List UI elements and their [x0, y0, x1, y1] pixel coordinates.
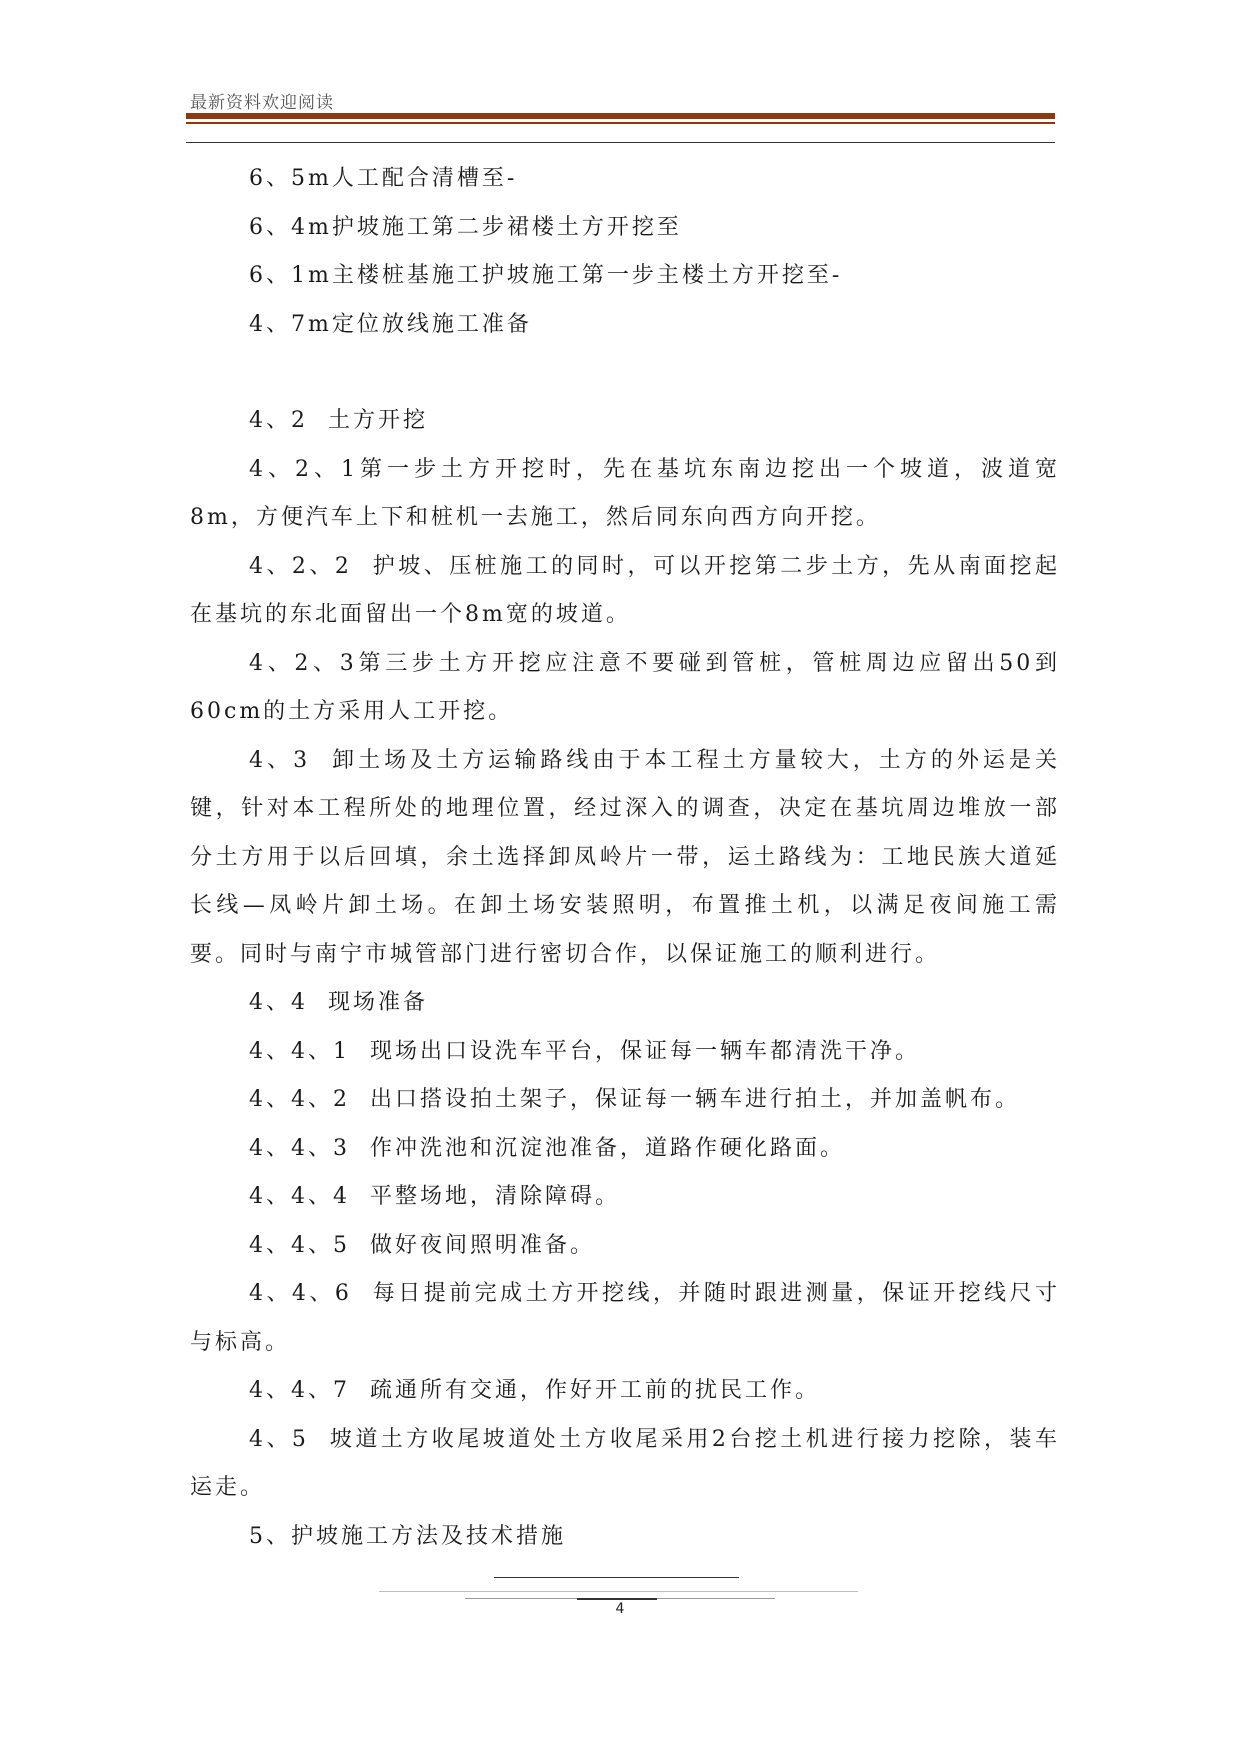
header-decor-bar: [186, 113, 1055, 119]
header-rule: [186, 142, 1055, 143]
paragraph: 4、4、4 平整场地，清除障碍。: [249, 1184, 620, 1209]
paragraph: 4、4、3 作冲洗池和沉淀池准备，道路作硬化路面。: [249, 1135, 845, 1161]
paragraph: 4、2、1第一步土方开挖时，先在基坑东南边挖出一个坡道，波道宽8m，方便汽车上下和桩机一去施工，然后同东向西方向开挖。: [190, 456, 1060, 530]
section-heading: 4、2 土方开挖: [249, 408, 428, 433]
header-title: 最新资料欢迎阅读: [190, 93, 334, 113]
paragraph: 4、2、2 护坡、压桩施工的同时，可以开挖第二步土方，先从南面挖起在基坑的东北面留出一个8m宽的坡道。: [190, 553, 1060, 627]
header-decor-bar-thin: [186, 122, 1055, 124]
section-heading: 5、护坡施工方法及技术措施: [249, 1523, 566, 1549]
paragraph: 4、2、3第三步土方开挖应注意不要碰到管桩，管桩周边应留出50到60cm的土方采用人工开挖。: [190, 650, 1060, 724]
paragraph: 6、5m人工配合清槽至-: [249, 166, 518, 191]
footer-rule: [379, 1591, 858, 1592]
footer-rule: [494, 1577, 739, 1578]
paragraph: 4、4、6 每日提前完成土方开挖线，并随时跟进测量，保证开挖线尺寸与标高。: [190, 1281, 1060, 1355]
footer-mark: [577, 1598, 657, 1600]
paragraph: 4、7m定位放线施工准备: [249, 311, 532, 337]
section-heading: 4、4 现场准备: [249, 990, 428, 1015]
paragraph: 4、4、5 做好夜间照明准备。: [249, 1232, 595, 1258]
paragraph-gap: [190, 349, 1060, 397]
paragraph: 4、4、7 疏通所有交通，作好开工前的扰民工作。: [249, 1378, 820, 1403]
paragraph: 6、1m主楼桩基施工护坡施工第一步主楼土方开挖至-: [249, 263, 843, 288]
document-body: [190, 155, 1060, 1561]
paragraph: 4、4、2 出口搭设拍土架子，保证每一辆车进行拍土，并加盖帆布。: [249, 1087, 1020, 1112]
paragraph: 4、3 卸土场及土方运输路线由于本工程土方量较大，土方的外运是关键，针对本工程所处的地理位置，经过深入的调查，决定在基坑周边堆放一部分土方用于以后回填，余土选择卸凤岭片一带，运土路线为：工地民族大道延长线—凤岭片卸土场。在卸土场安装照明，布置推土机，以满足夜间施工需要。同时与南宁市城管部门进行密切合作，以保证施工的顺利进行。: [190, 747, 1060, 967]
page-number: 4: [615, 1601, 625, 1617]
paragraph: 6、4m护坡施工第二步裙楼土方开挖至: [249, 214, 682, 240]
paragraph: 4、5 坡道土方收尾坡道处土方收尾采用2台挖土机进行接力挖除，装车运走。: [190, 1426, 1060, 1500]
paragraph: 4、4、1 现场出口设洗车平台，保证每一辆车都清洗干净。: [249, 1038, 920, 1064]
